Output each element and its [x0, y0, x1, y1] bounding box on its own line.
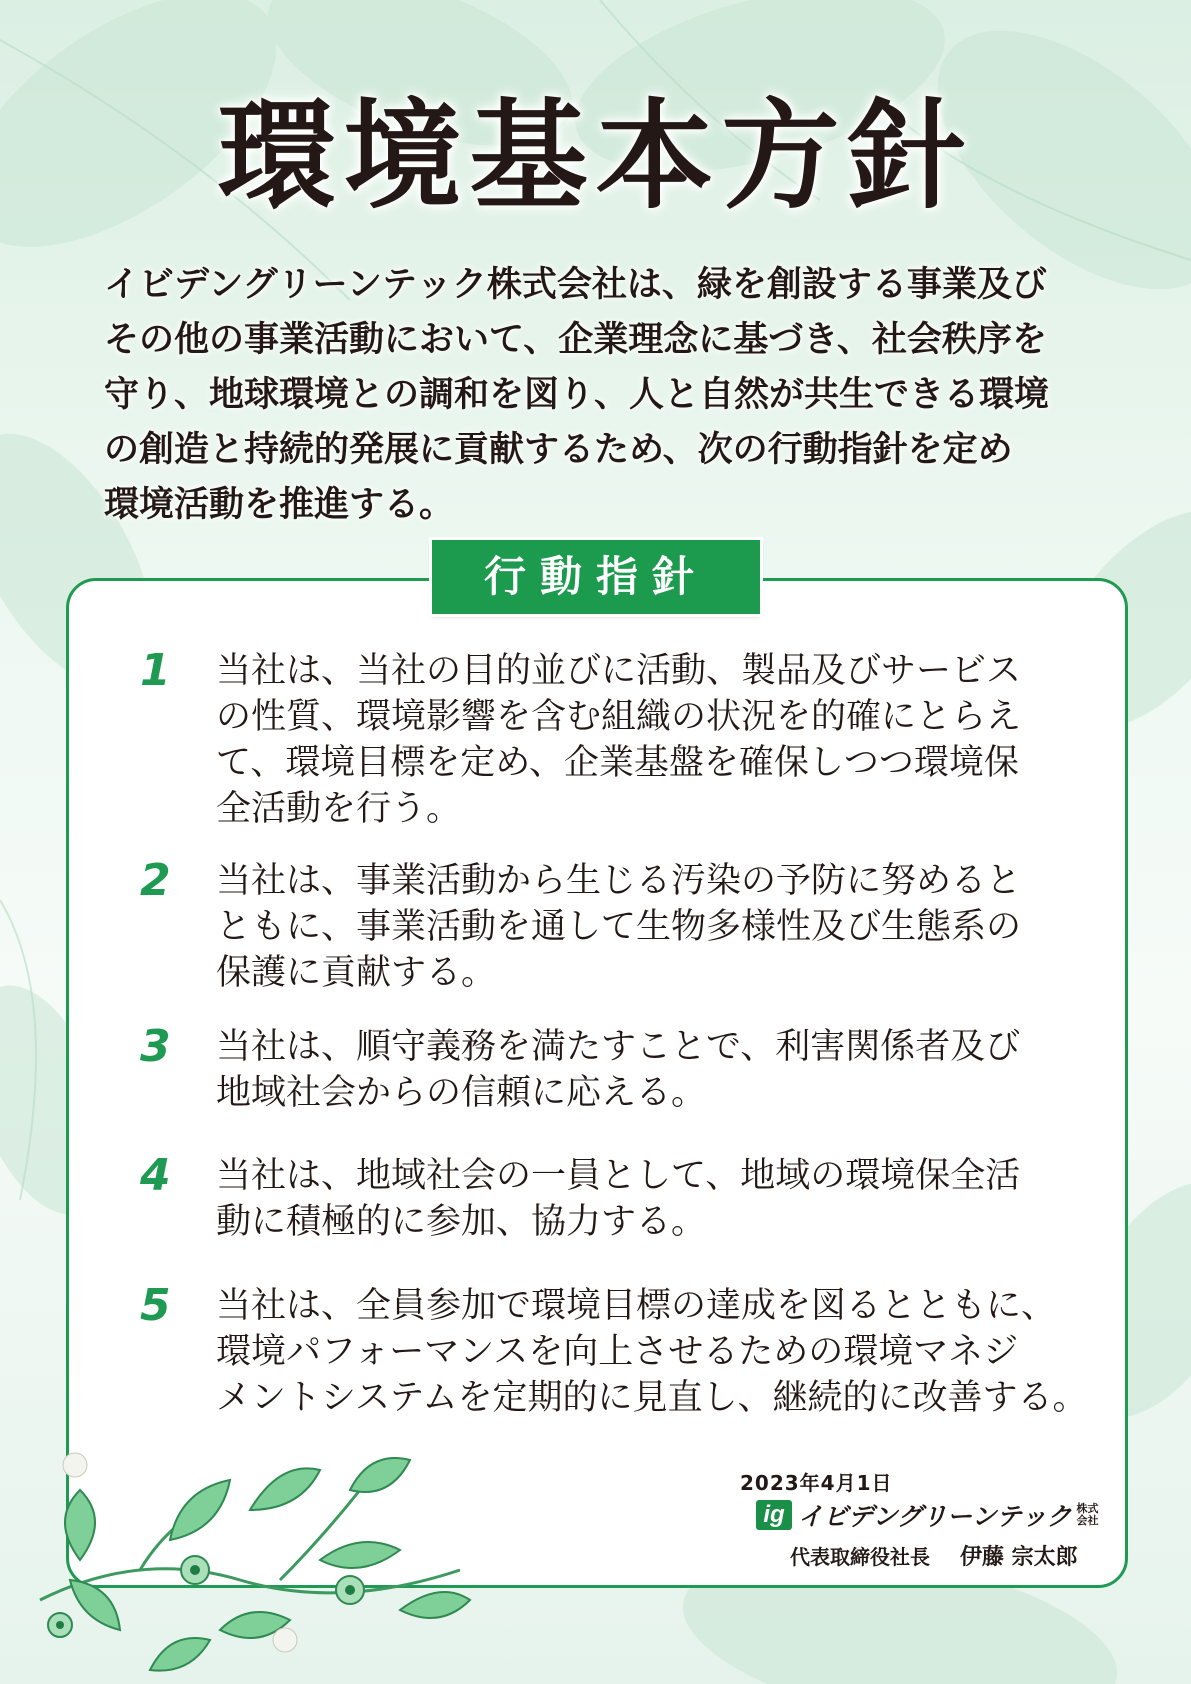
issue-date: 2023年4月1日	[740, 1471, 893, 1495]
item-line: 当社は、事業活動から生じる汚染の予防に努めると	[216, 861, 1022, 901]
representative-role: 代表取締役社長	[790, 1545, 930, 1569]
item-line: 当社は、全員参加で環境目標の達成を図るとともに、	[216, 1286, 1057, 1326]
intro-line: 守り、地球環境との調和を図り、人と自然が共生できる環境	[104, 375, 1050, 415]
signature-line	[790, 1540, 1078, 1571]
item-text	[216, 858, 1096, 996]
item-line: 地域社会からの信頼に応える。	[216, 1073, 707, 1113]
item-line: 当社は、地域社会の一員として、地域の環境保全活	[216, 1156, 1021, 1196]
item-line: 保護に貢献する。	[216, 953, 497, 993]
item-line: の性質、環境影響を含む組織の状況を的確にとらえ	[216, 697, 1022, 737]
section-title: 行動指針	[432, 540, 760, 614]
item-line: ともに、事業活動を通して生物多様性及び生態系の	[216, 907, 1022, 947]
item-number: 1	[140, 645, 171, 696]
item-number: 2	[140, 855, 171, 906]
item-number: 4	[140, 1150, 171, 1201]
item-line: 動に積極的に参加、協力する。	[216, 1202, 707, 1242]
item-line: メントシステムを定期的に見直し、継続的に改善する。	[216, 1378, 1088, 1418]
company-logo-mark: ig	[756, 1500, 792, 1530]
company-suffix	[1077, 1503, 1099, 1527]
item-line: 当社は、順守義務を満たすことで、利害関係者及び	[216, 1027, 1021, 1067]
company-suffix-top: 株式	[1076, 1502, 1099, 1515]
intro-line: その他の事業活動において、企業理念に基づき、社会秩序を	[104, 320, 1047, 360]
company-suffix-bottom: 会社	[1076, 1514, 1099, 1527]
item-text	[216, 648, 1096, 832]
intro-line: の創造と持続的発展に貢献するため、次の行動指針を定め	[104, 430, 1013, 470]
company-name: イビデングリーンテック	[798, 1502, 1072, 1531]
item-number: 5	[140, 1280, 171, 1331]
item-line: て、環境目標を定め、企業基盤を確保しつつ環境保	[216, 743, 1019, 783]
item-text	[216, 1024, 1096, 1116]
intro-line: イビデングリーンテック株式会社は、緑を創設する事業及び	[104, 265, 1047, 305]
intro-paragraph	[104, 258, 1094, 533]
item-number: 3	[140, 1021, 171, 1072]
item-text	[216, 1283, 1096, 1421]
item-line: 全活動を行う。	[216, 789, 462, 829]
item-text	[216, 1153, 1096, 1245]
representative-name: 伊藤 宗太郎	[960, 1545, 1078, 1570]
company-logo	[756, 1497, 1099, 1533]
intro-line: 環境活動を推進する。	[104, 485, 455, 525]
page-title: 環境基本方針	[217, 87, 974, 225]
item-line: 当社は、当社の目的並びに活動、製品及びサービス	[216, 651, 1022, 691]
item-line: 環境パフォーマンスを向上させるための環境マネジ	[216, 1332, 1019, 1372]
leaf-flower-illustration	[20, 1430, 480, 1684]
